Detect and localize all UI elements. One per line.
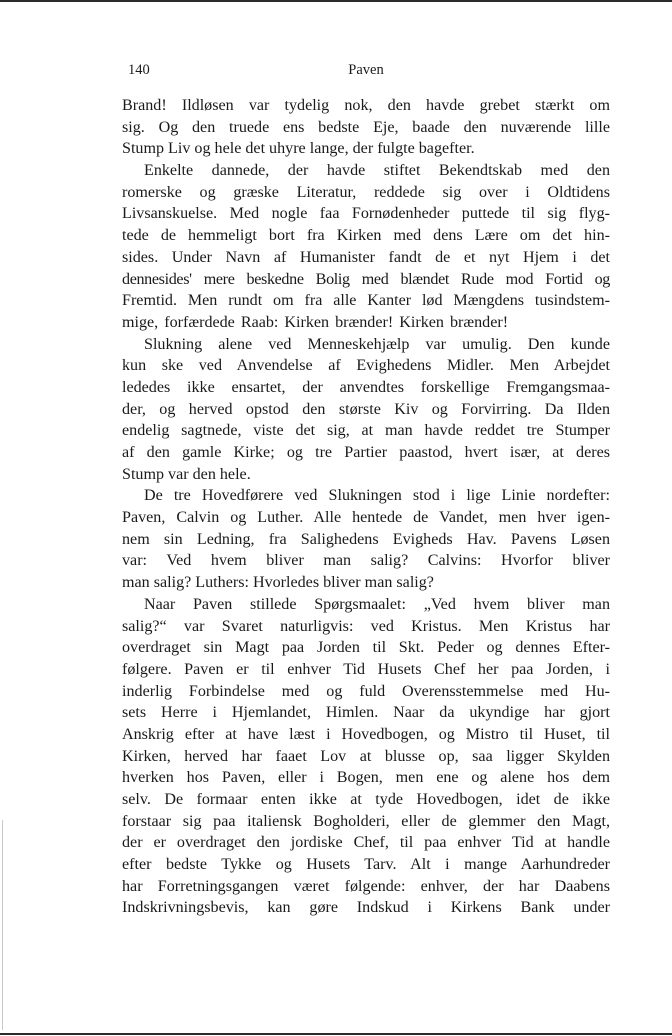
text-line: tede de hemmeligt bort fra Kirken med dens Lære om det hin- [122, 227, 610, 245]
text-line: Enkelte dannede, der havde stiftet Bekendtskab med den [144, 162, 610, 180]
text-line: Paven, Calvin og Luther. Alle hentede de Vandet, men hver igen- [122, 509, 610, 527]
text-line: salig?“ var Svaret naturligvis: ved Kristus. Men Kristus har [122, 617, 610, 635]
text-line: selv. De formaar enten ikke at tyde Hovedbogen, idet de ikke [122, 791, 610, 808]
text-line: De tre Hovedførere ved Slukningen stod i lige Linie nordefter: [144, 487, 610, 505]
running-head [122, 62, 610, 84]
top-border-rule [0, 0, 672, 2]
text-line: mige, forfærdede Raab: Kirken brænder! Kirken brænder! [122, 313, 509, 331]
text-line: nem sin Ledning, fra Salighedens Evigheds Hav. Pavens Løsen [122, 530, 610, 548]
text-line: Livsanskuelse. Med nogle faa Fornødenheder puttede til sig flyg- [122, 205, 610, 223]
text-line: sides. Under Navn af Humanister fandt de et nyt Hjem i det [122, 248, 610, 266]
text-line: Stump Liv og hele det uhyre lange, der fulgte bagefter. [122, 140, 475, 158]
text-line: har Forretningsgangen været følgende: enhver, der har Daabens [122, 877, 610, 895]
text-line: kun ske ved Anvendelse af Evighedens Midler. Men Arbejdet [122, 357, 610, 375]
text-line: romerske og græske Literatur, reddede sig over i Oldtidens [122, 183, 610, 201]
text-line: forstaar sig paa italiensk Bogholderi, eller de glemmer den Magt, [122, 812, 610, 830]
body-text [122, 95, 610, 919]
text-line: lededes ikke ensartet, der anvendtes forskellige Fremgangsmaa- [122, 378, 610, 396]
text-line: der er overdraget den jordiske Chef, til paa enhver Tid at handle [122, 834, 610, 852]
text-line: dennesides' mere beskedne Bolig med blændet Rude mod Fortid og [122, 270, 610, 288]
text-line: var: Ved hvem bliver man salig? Calvins: Hvorfor bliver [122, 552, 610, 570]
text-line: hverken hos Paven, eller i Bogen, men ene og alene hos dem [122, 769, 610, 787]
text-line: følgere. Paven er til enhver Tid Husets Chef her paa Jorden, i [122, 660, 610, 678]
text-line: Brand! Ildløsen var tydelig nok, den havde grebet stærkt om [122, 97, 610, 114]
text-line: Slukning alene ved Menneskehjælp var umulig. Den kunde [144, 335, 610, 353]
page-number: 140 [128, 62, 150, 78]
text-line: endelig sagtnede, viste det sig, at man havde reddet tre Stumper [122, 422, 610, 440]
text-line: Kirken, herved har faaet Lov at blusse op, saa ligger Skylden [122, 747, 610, 765]
text-line: Fremtid. Men rundt om fra alle Kanter lød Mængdens tusindstem- [122, 292, 610, 310]
text-line: der, og herved opstod den største Kiv og Forvirring. Da Ilden [122, 400, 610, 418]
text-line: sig. Og den truede ens bedste Eje, baade den nuværende lille [122, 118, 610, 136]
text-line: inderlig Forbindelse med og fuld Overensstemmelse med Hu- [122, 682, 610, 700]
text-line: Stump var den hele. [122, 465, 251, 483]
text-line: Anskrig efter at have læst i Hovedbogen, og Mistro til Huset, til [122, 725, 610, 743]
page-edge-shadow [2, 820, 3, 1030]
text-line: man salig? Luthers: Hvorledes bliver man salig? [122, 574, 434, 592]
text-line: Naar Paven stillede Spørgsmaalet: „Ved hvem bliver man [144, 595, 610, 613]
text-line: Indskrivningsbevis, kan gøre Indskud i Kirkens Bank under [122, 899, 610, 917]
text-line: sets Herre i Hjemlandet, Himlen. Naar da ukyndige har gjort [122, 704, 610, 722]
running-title: Paven [348, 62, 384, 78]
text-line: efter bedste Tykke og Husets Tarv. Alt i mange Aarhundreder [122, 856, 610, 874]
text-line: overdraget sin Magt paa Jorden til Skt. Peder og dennes Efter- [122, 639, 610, 657]
bottom-border-rule [0, 1033, 672, 1035]
text-line: af den gamle Kirke; og tre Partier paastod, hvert især, at deres [122, 444, 610, 461]
